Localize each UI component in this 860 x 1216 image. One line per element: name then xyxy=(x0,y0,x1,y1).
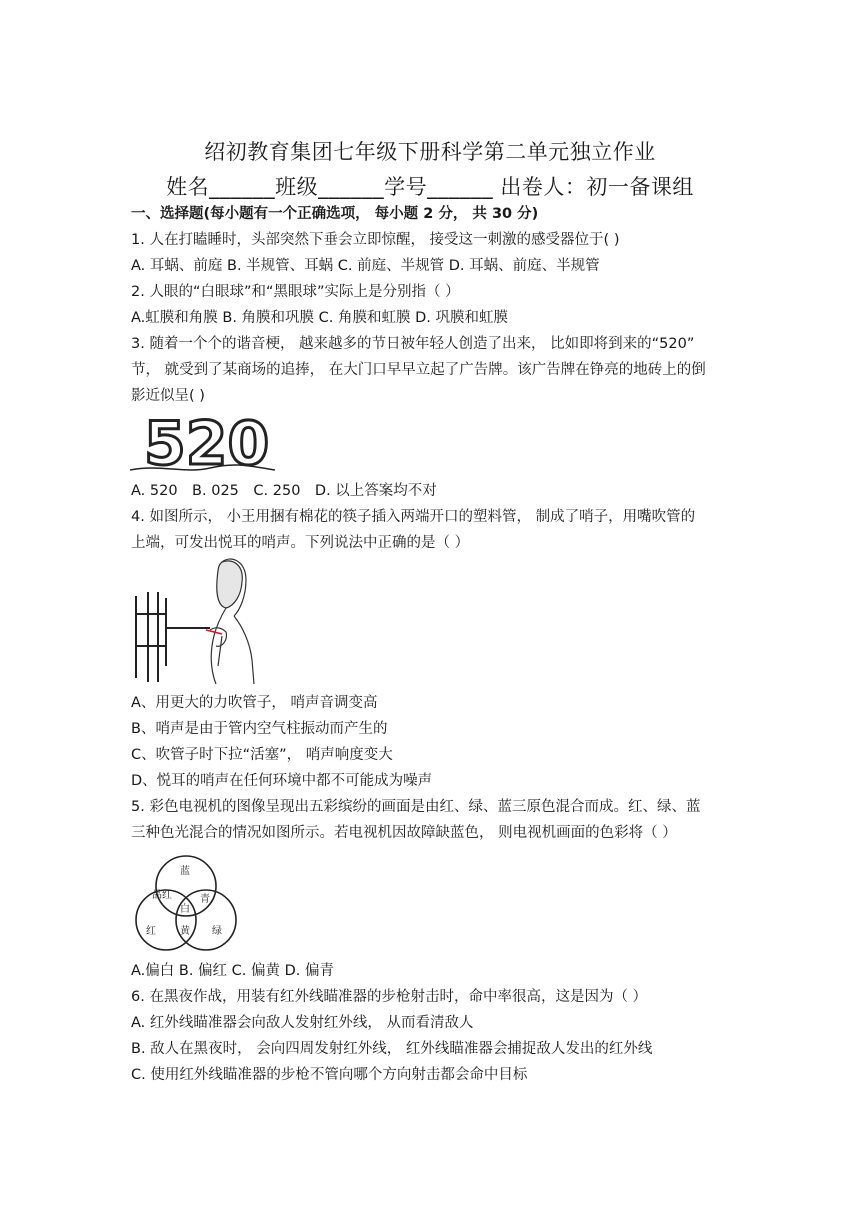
person-icon xyxy=(210,559,254,684)
question-4-option-d: D、悦耳的哨声在任何环境中都不可能成为噪声 xyxy=(131,773,433,789)
worksheet-title: 绍初教育集团七年级下册科学第二单元独立作业 xyxy=(204,140,656,164)
reflection-520-figure xyxy=(130,408,275,474)
figure-520-text: 520 xyxy=(144,409,270,474)
question-3-line-3: 影近似呈( ) xyxy=(131,388,205,404)
question-1-options: A. 耳蜗、前庭 B. 半规管、耳蜗 C. 前庭、半规管 D. 耳蜗、前庭、半规管 xyxy=(131,258,600,274)
question-4-option-b: B、哨声是由于管内空气柱振动而产生的 xyxy=(131,721,388,737)
question-5-line-1: 5. 彩色电视机的图像呈现出五彩缤纷的画面是由红、绿、蓝三原色混合而成。红、绿、蓝 xyxy=(131,799,701,815)
question-3-options: A. 520 B. 025 C. 250 D. 以上答案均不对 xyxy=(131,483,437,499)
question-3-line-2: 节， 就受到了某商场的追捧， 在大门口早早立起了广告牌。该广告牌在铮亮的地砖上的倒 xyxy=(131,362,706,378)
venn-label-green: 绿 xyxy=(212,926,222,937)
whistle-figure xyxy=(130,556,255,684)
venn-label-red: 红 xyxy=(146,926,156,937)
whistle-tube-icon xyxy=(136,592,210,682)
question-6-option-b: B. 敌人在黑夜时， 会向四周发射红外线， 红外线瞄准器会捕捉敌人发出的红外线 xyxy=(131,1041,653,1057)
question-6-option-a: A. 红外线瞄准器会向敌人发射红外线， 从而看清敌人 xyxy=(131,1015,474,1031)
section-heading: 一、选择题(每小题有一个正确选项， 每小题 2 分， 共 30 分) xyxy=(131,206,539,222)
question-4-option-a: A、用更大的力吹管子， 哨声音调变高 xyxy=(131,695,378,711)
question-1-stem: 1. 人在打瞌睡时，头部突然下垂会立即惊醒， 接受这一刺激的感受器位于( ) xyxy=(131,232,620,248)
mouthpiece-mark xyxy=(206,630,222,634)
color-venn-figure xyxy=(130,852,242,956)
venn-label-magenta: 品红 xyxy=(152,890,172,901)
question-5-options: A.偏白 B. 偏红 C. 偏黄 D. 偏青 xyxy=(131,963,334,979)
venn-label-blue: 蓝 xyxy=(180,866,190,877)
question-3-line-1: 3. 随着一个个的谐音梗， 越来越多的节日被年轻人创造了出来， 比如即将到来的“520” xyxy=(131,336,695,352)
question-6-stem: 6. 在黑夜作战，用装有红外线瞄准器的步枪射击时，命中率很高，这是因为（ ） xyxy=(131,989,648,1005)
venn-label-yellow: 黄 xyxy=(180,926,190,937)
question-4-line-2: 上端，可发出悦耳的哨声。下列说法中正确的是（ ） xyxy=(131,535,470,551)
venn-label-cyan: 青 xyxy=(200,894,210,905)
question-2-options: A.虹膜和角膜 B. 角膜和巩膜 C. 角膜和虹膜 D. 巩膜和虹膜 xyxy=(131,310,508,326)
question-5-line-2: 三种色光混合的情况如图所示。若电视机因故障缺蓝色， 则电视机画面的色彩将（ ） xyxy=(131,825,677,841)
question-4-option-c: C、吹管子时下拉“活塞”， 哨声响度变大 xyxy=(131,747,393,763)
question-2-stem: 2. 人眼的“白眼球”和“黑眼球”实际上是分别指（ ） xyxy=(131,284,460,300)
student-info-line: 姓名______班级______学号______ 出卷人：初一备课组 xyxy=(166,175,694,199)
question-6-option-c: C. 使用红外线瞄准器的步枪不管向哪个方向射击都会命中目标 xyxy=(131,1067,528,1083)
venn-label-white: 白 xyxy=(180,904,190,915)
question-4-line-1: 4. 如图所示， 小王用捆有棉花的筷子插入两端开口的塑料管， 制成了哨子，用嘴吹管的 xyxy=(131,509,696,525)
